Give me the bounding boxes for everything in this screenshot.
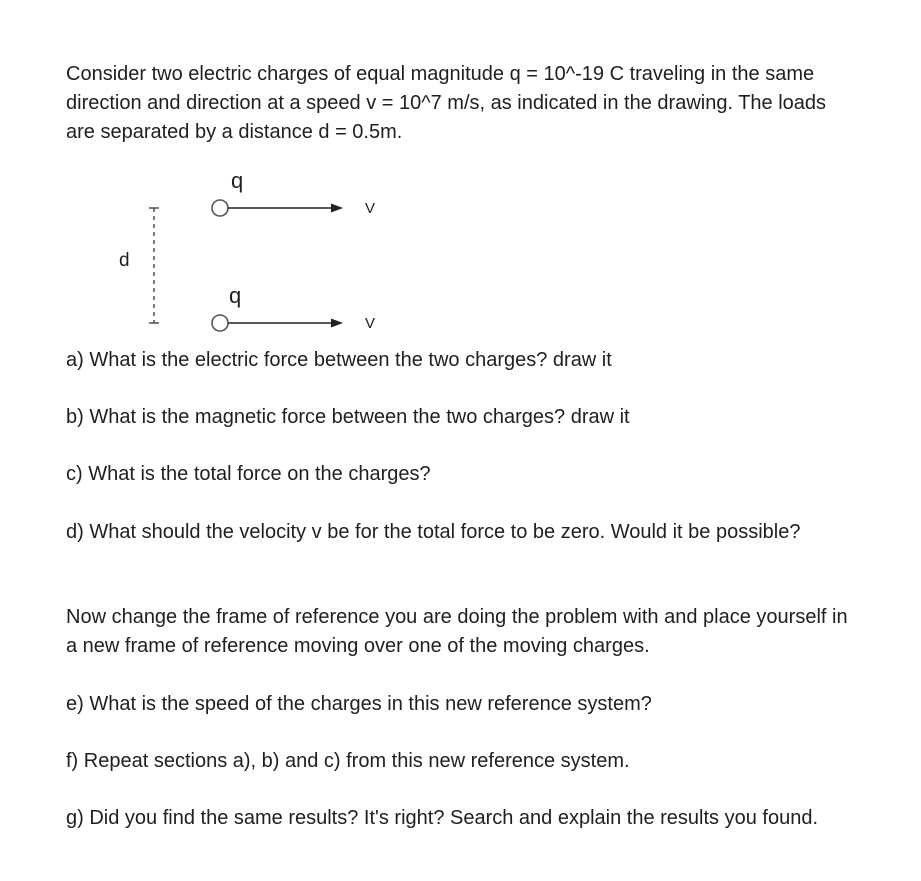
question-d: d) What should the velocity v be for the total force to be zero. Would it be possible?: [66, 521, 801, 543]
charge-top-label: q: [231, 168, 244, 193]
distance-label: d: [119, 250, 130, 271]
problem-statement: Consider two electric charges of equal magnitude q = 10^-19 C traveling in the same direction and direction at a speed v = 10^7 m/s, as indicated in the drawing. The loads are separated by a distance d = 0.5m.: [66, 63, 827, 143]
charge-bottom-label: q: [229, 283, 242, 308]
velocity-top-arrowhead: [331, 204, 343, 213]
velocity-top-label: V: [365, 200, 376, 217]
charge-top-circle: [212, 200, 228, 216]
question-c: c) What is the total force on the charges?: [66, 463, 431, 485]
velocity-bottom-arrowhead: [331, 319, 343, 328]
charge-bottom-circle: [212, 315, 228, 331]
distance-bracket: [149, 208, 159, 323]
question-e: e) What is the speed of the charges in this new reference system?: [66, 693, 652, 715]
question-a: a) What is the electric force between the two charges? draw it: [66, 349, 612, 371]
frame-change-instruction: Now change the frame of reference you are doing the problem with and place yourself in a new frame of reference moving over one of the moving charges.: [66, 606, 848, 657]
question-f: f) Repeat sections a), b) and c) from this new reference system.: [66, 750, 630, 772]
question-b: b) What is the magnetic force between the two charges? draw it: [66, 406, 630, 428]
question-g: g) Did you find the same results? It's right? Search and explain the results you found.: [66, 807, 819, 829]
velocity-bottom-label: V: [365, 315, 376, 332]
